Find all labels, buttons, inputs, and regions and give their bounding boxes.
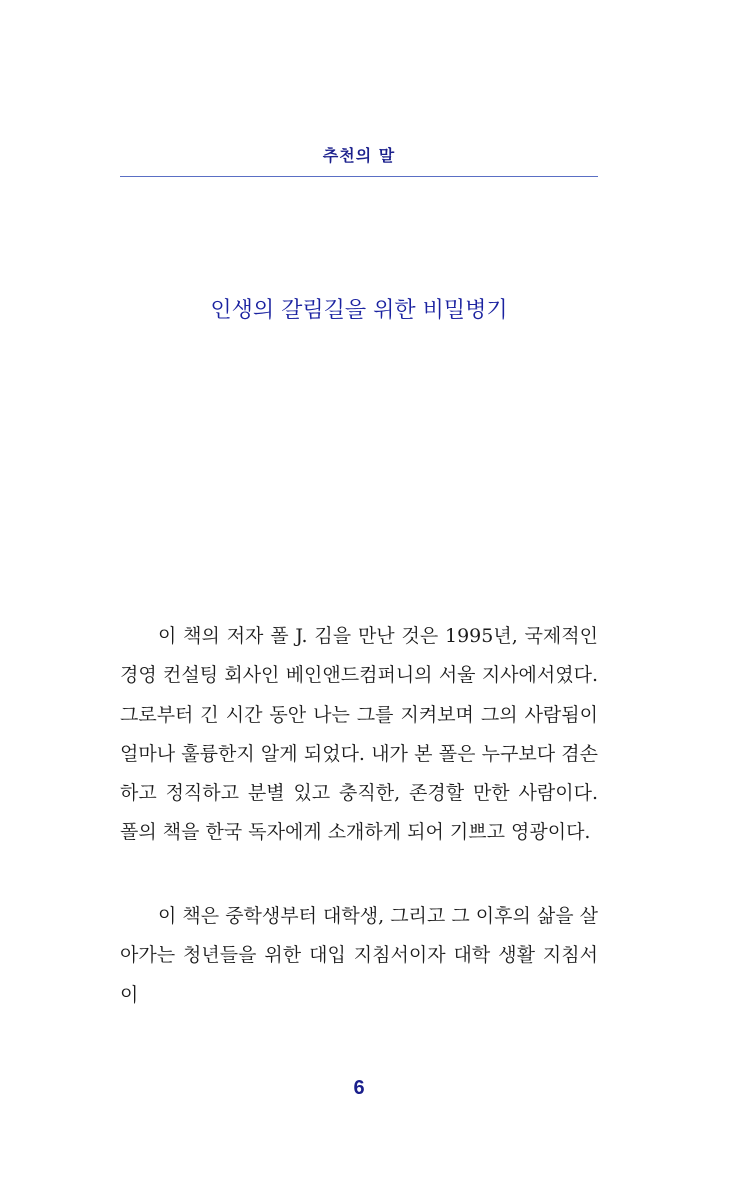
page-title: 인생의 갈림길을 위한 비밀병기 — [210, 298, 508, 323]
body-paragraph-2: 이 책은 중학생부터 대학생, 그리고 그 이후의 삶을 살아가는 청년들을 위한 대입 지침서이자 대학 생활 지침서이 — [120, 905, 598, 1006]
body-paragraph-1: 이 책의 저자 폴 J. 김을 만난 것은 1995년, 국제적인 경영 컨설팅 회사인 베인앤드컴퍼니의 서울 지사에서였다. 그로부터 긴 시간 동안 나는 그를 지켜보며 그의 사람됨이 얼마나 훌륭한지 알게 되었다. 내가 본 폴은 누구보다 겸손하고 정직하고 분별 있고 충직한, 존경할 만한 사람이다. 폴의 책을 한국 독자에게 소개하게 되어 기쁘고 영광이다. — [120, 625, 598, 844]
header-divider — [120, 176, 598, 177]
page-number: 6 — [353, 1077, 365, 1099]
section-label: 추천의 말 — [322, 146, 396, 165]
